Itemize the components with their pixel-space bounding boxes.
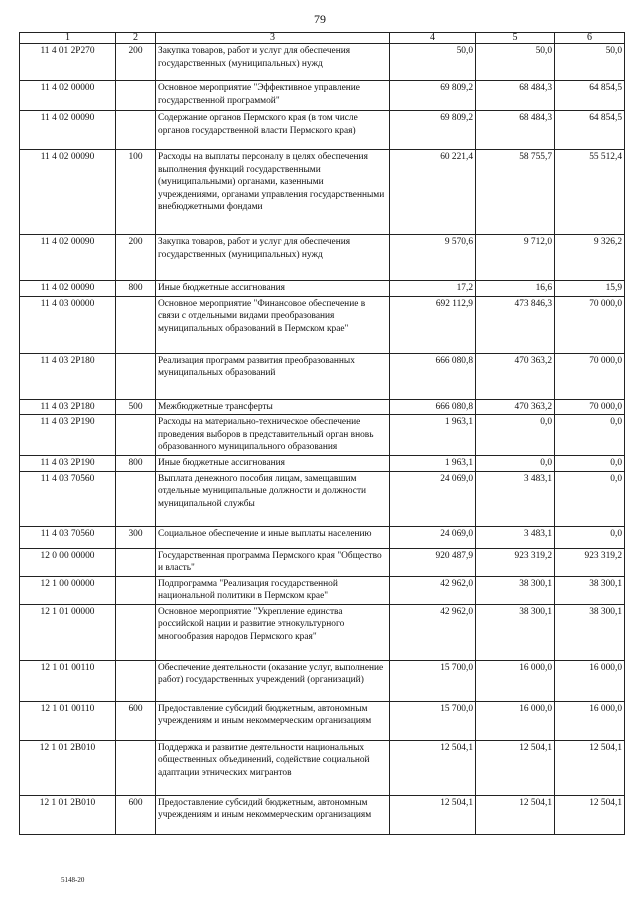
value-col4-cell: 666 080,8	[390, 353, 476, 399]
row-code-cell: 11 4 03 2P180	[20, 353, 116, 399]
row-code-cell: 11 4 03 2P180	[20, 399, 116, 415]
page-number: 79	[314, 12, 326, 26]
value-col5-cell: 3 483,1	[476, 526, 555, 548]
budget-table	[19, 32, 625, 835]
expense-type-cell: 600	[116, 701, 156, 740]
value-col4-cell: 12 504,1	[390, 795, 476, 834]
row-name-cell: Расходы на выплаты персоналу в целях обеспечения выполнения функций государственными (муниципальными) органами, казенными учреждениями, органами управления государственными внебюджетными фондами	[156, 150, 390, 235]
value-col4-cell: 60 221,4	[390, 150, 476, 235]
value-col6-cell: 16 000,0	[555, 701, 625, 740]
row-name-cell: Поддержка и развитие деятельности национальных общественных объединений, содействие социальной адаптации этнических мигрантов	[156, 740, 390, 795]
row-name-cell: Подпрограмма "Реализация государственной национальной политики в Пермском крае"	[156, 576, 390, 604]
row-name-cell: Предоставление субсидий бюджетным, автономным учреждениям и иным некоммерческим организациям	[156, 701, 390, 740]
value-col4-cell: 42 962,0	[390, 576, 476, 604]
row-code-cell: 11 4 02 00090	[20, 235, 116, 281]
row-code-cell: 11 4 02 00090	[20, 150, 116, 235]
value-col6-cell: 70 000,0	[555, 353, 625, 399]
row-name-cell: Основное мероприятие "Укрепление единства российской нации и развитие этнокультурного многообразия народов Пермского края"	[156, 604, 390, 660]
row-name-cell: Закупка товаров, работ и услуг для обеспечения государственных (муниципальных) нужд	[156, 235, 390, 281]
expense-type-cell	[116, 81, 156, 111]
row-name-cell: Межбюджетные трансферты	[156, 399, 390, 415]
expense-type-cell	[116, 111, 156, 150]
expense-type-cell: 300	[116, 526, 156, 548]
expense-type-cell	[116, 660, 156, 701]
value-col5-cell: 38 300,1	[476, 604, 555, 660]
value-col5-cell: 12 504,1	[476, 740, 555, 795]
table-row	[20, 44, 625, 81]
value-col6-cell: 38 300,1	[555, 604, 625, 660]
table-row	[20, 296, 625, 353]
row-code-cell: 11 4 03 70560	[20, 471, 116, 526]
value-col4-cell: 666 080,8	[390, 399, 476, 415]
row-code-cell: 12 1 01 2B010	[20, 740, 116, 795]
value-col5-cell: 3 483,1	[476, 471, 555, 526]
row-code-cell: 11 4 03 2P190	[20, 456, 116, 472]
value-col5-cell: 16 000,0	[476, 701, 555, 740]
value-col4-cell: 1 963,1	[390, 415, 476, 456]
table-row	[20, 111, 625, 150]
value-col6-cell: 15,9	[555, 281, 625, 297]
value-col5-cell: 9 712,0	[476, 235, 555, 281]
value-col5-cell: 470 363,2	[476, 399, 555, 415]
value-col5-cell: 470 363,2	[476, 353, 555, 399]
table-row	[20, 456, 625, 472]
row-name-cell: Обеспечение деятельности (оказание услуг, выполнение работ) государственных учреждений (организаций)	[156, 660, 390, 701]
expense-type-cell	[116, 548, 156, 576]
value-col5-cell: 923 319,2	[476, 548, 555, 576]
table-row	[20, 415, 625, 456]
value-col6-cell: 923 319,2	[555, 548, 625, 576]
value-col6-cell: 70 000,0	[555, 296, 625, 353]
row-code-cell: 12 0 00 00000	[20, 548, 116, 576]
column-header-5: 5	[476, 33, 555, 44]
table-row	[20, 471, 625, 526]
value-col4-cell: 15 700,0	[390, 660, 476, 701]
table-row	[20, 548, 625, 576]
value-col5-cell: 0,0	[476, 456, 555, 472]
expense-type-cell: 200	[116, 44, 156, 81]
expense-type-cell	[116, 471, 156, 526]
value-col5-cell: 473 846,3	[476, 296, 555, 353]
row-code-cell: 11 4 02 00000	[20, 81, 116, 111]
expense-type-cell: 800	[116, 281, 156, 297]
table-row	[20, 604, 625, 660]
value-col6-cell: 64 854,5	[555, 111, 625, 150]
value-col6-cell: 12 504,1	[555, 740, 625, 795]
table-row	[20, 399, 625, 415]
table-row	[20, 281, 625, 297]
value-col4-cell: 24 069,0	[390, 471, 476, 526]
table-row	[20, 81, 625, 111]
value-col6-cell: 38 300,1	[555, 576, 625, 604]
value-col4-cell: 9 570,6	[390, 235, 476, 281]
value-col4-cell: 1 963,1	[390, 456, 476, 472]
value-col6-cell: 50,0	[555, 44, 625, 81]
row-code-cell: 11 4 01 2P270	[20, 44, 116, 81]
table-row	[20, 526, 625, 548]
row-code-cell: 12 1 01 00110	[20, 660, 116, 701]
value-col4-cell: 692 112,9	[390, 296, 476, 353]
column-header-1: 1	[20, 33, 116, 44]
table-row	[20, 660, 625, 701]
value-col5-cell: 58 755,7	[476, 150, 555, 235]
expense-type-cell	[116, 740, 156, 795]
value-col6-cell: 0,0	[555, 415, 625, 456]
value-col4-cell: 24 069,0	[390, 526, 476, 548]
expense-type-cell: 500	[116, 399, 156, 415]
value-col6-cell: 0,0	[555, 526, 625, 548]
row-code-cell: 11 4 02 00090	[20, 281, 116, 297]
value-col5-cell: 16,6	[476, 281, 555, 297]
row-code-cell: 11 4 03 2P190	[20, 415, 116, 456]
row-name-cell: Основное мероприятие "Эффективное управление государственной программой"	[156, 81, 390, 111]
row-name-cell: Выплата денежного пособия лицам, замещавшим отдельные муниципальные должности и должности муниципальной службы	[156, 471, 390, 526]
document-footer-code: 5148-20	[61, 876, 85, 884]
row-code-cell: 12 1 01 2B010	[20, 795, 116, 834]
value-col5-cell: 12 504,1	[476, 795, 555, 834]
expense-type-cell	[116, 353, 156, 399]
expense-type-cell: 800	[116, 456, 156, 472]
row-name-cell: Государственная программа Пермского края "Общество и власть"	[156, 548, 390, 576]
table-row	[20, 235, 625, 281]
table-row	[20, 353, 625, 399]
value-col4-cell: 12 504,1	[390, 740, 476, 795]
value-col6-cell: 70 000,0	[555, 399, 625, 415]
column-header-3: 3	[156, 33, 390, 44]
column-header-2: 2	[116, 33, 156, 44]
row-name-cell: Закупка товаров, работ и услуг для обеспечения государственных (муниципальных) нужд	[156, 44, 390, 81]
row-code-cell: 11 4 03 00000	[20, 296, 116, 353]
row-name-cell: Содержание органов Пермского края (в том числе органов государственной власти Пермского края)	[156, 111, 390, 150]
value-col5-cell: 68 484,3	[476, 81, 555, 111]
row-name-cell: Иные бюджетные ассигнования	[156, 281, 390, 297]
value-col5-cell: 38 300,1	[476, 576, 555, 604]
row-name-cell: Реализация программ развития преобразованных муниципальных образований	[156, 353, 390, 399]
expense-type-cell: 200	[116, 235, 156, 281]
row-code-cell: 11 4 02 00090	[20, 111, 116, 150]
row-name-cell: Основное мероприятие "Финансовое обеспечение в связи с отдельными видами преобразования муниципальных образований в Пермском крае"	[156, 296, 390, 353]
row-code-cell: 11 4 03 70560	[20, 526, 116, 548]
table-header-row	[20, 33, 625, 44]
row-code-cell: 12 1 00 00000	[20, 576, 116, 604]
value-col4-cell: 69 809,2	[390, 81, 476, 111]
value-col6-cell: 55 512,4	[555, 150, 625, 235]
expense-type-cell	[116, 604, 156, 660]
row-name-cell: Расходы на материально-техническое обеспечение проведения выборов в представительный орган вновь образованного муниципального образования	[156, 415, 390, 456]
value-col4-cell: 50,0	[390, 44, 476, 81]
expense-type-cell	[116, 415, 156, 456]
value-col4-cell: 42 962,0	[390, 604, 476, 660]
value-col4-cell: 69 809,2	[390, 111, 476, 150]
row-code-cell: 12 1 01 00000	[20, 604, 116, 660]
row-name-cell: Предоставление субсидий бюджетным, автономным учреждениям и иным некоммерческим организациям	[156, 795, 390, 834]
row-name-cell: Иные бюджетные ассигнования	[156, 456, 390, 472]
value-col6-cell: 9 326,2	[555, 235, 625, 281]
column-header-6: 6	[555, 33, 625, 44]
table-row	[20, 576, 625, 604]
value-col4-cell: 920 487,9	[390, 548, 476, 576]
value-col5-cell: 16 000,0	[476, 660, 555, 701]
value-col5-cell: 68 484,3	[476, 111, 555, 150]
table-row	[20, 150, 625, 235]
value-col4-cell: 15 700,0	[390, 701, 476, 740]
row-code-cell: 12 1 01 00110	[20, 701, 116, 740]
value-col6-cell: 0,0	[555, 456, 625, 472]
expense-type-cell	[116, 296, 156, 353]
value-col6-cell: 64 854,5	[555, 81, 625, 111]
value-col5-cell: 50,0	[476, 44, 555, 81]
row-name-cell: Социальное обеспечение и иные выплаты населению	[156, 526, 390, 548]
table-row	[20, 701, 625, 740]
value-col6-cell: 0,0	[555, 471, 625, 526]
table-row	[20, 740, 625, 795]
expense-type-cell: 600	[116, 795, 156, 834]
value-col4-cell: 17,2	[390, 281, 476, 297]
expense-type-cell	[116, 576, 156, 604]
expense-type-cell: 100	[116, 150, 156, 235]
table-row	[20, 795, 625, 834]
value-col5-cell: 0,0	[476, 415, 555, 456]
value-col6-cell: 12 504,1	[555, 795, 625, 834]
column-header-4: 4	[390, 33, 476, 44]
value-col6-cell: 16 000,0	[555, 660, 625, 701]
